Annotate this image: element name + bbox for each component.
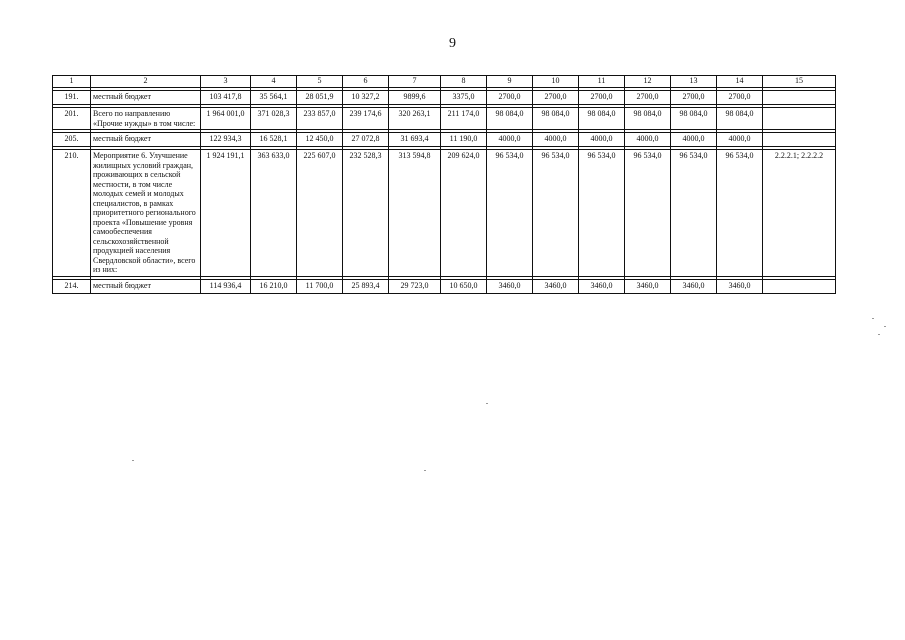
header-cell: 2 (91, 76, 201, 88)
value-cell: 96 534,0 (625, 150, 671, 277)
value-cell: 209 624,0 (441, 150, 487, 277)
value-cell: 98 084,0 (487, 108, 533, 130)
value-cell: 3460,0 (671, 279, 717, 293)
row-number-cell: 191. (53, 91, 91, 105)
scan-speck (878, 334, 880, 335)
row-name-cell: Мероприятие 6. Улучшение жилищных условий граждан, проживающих в сельской местности, в том числе молодых семей и молодых специалистов, в рамках приоритетного регионального проекта «Повышение уровня самообеспечения сельскохозяйственной продукцией населения Свердловской области», всего из них: (91, 150, 201, 277)
value-cell: 3460,0 (533, 279, 579, 293)
header-cell: 8 (441, 76, 487, 88)
table-row (53, 108, 836, 130)
value-cell: 1 964 001,0 (201, 108, 251, 130)
value-cell: 4000,0 (717, 133, 763, 147)
row-name-cell: Всего по направлению «Прочие нужды» в том числе: (91, 108, 201, 130)
header-cell: 4 (251, 76, 297, 88)
value-cell: 12 450,0 (297, 133, 343, 147)
value-cell: 31 693,4 (389, 133, 441, 147)
header-cell: 15 (763, 76, 836, 88)
value-cell: 96 534,0 (579, 150, 625, 277)
header-cell: 13 (671, 76, 717, 88)
row-name-cell: местный бюджет (91, 133, 201, 147)
reference-cell (763, 91, 836, 105)
value-cell: 2700,0 (533, 91, 579, 105)
scan-speck (884, 326, 886, 327)
value-cell: 3460,0 (625, 279, 671, 293)
table-row (53, 133, 836, 147)
value-cell: 96 534,0 (487, 150, 533, 277)
value-cell: 4000,0 (487, 133, 533, 147)
value-cell: 232 528,3 (343, 150, 389, 277)
value-cell: 29 723,0 (389, 279, 441, 293)
header-cell: 12 (625, 76, 671, 88)
value-cell: 11 700,0 (297, 279, 343, 293)
scan-speck (872, 318, 874, 319)
value-cell: 2700,0 (487, 91, 533, 105)
value-cell: 10 327,2 (343, 91, 389, 105)
header-cell: 7 (389, 76, 441, 88)
row-name-cell: местный бюджет (91, 279, 201, 293)
header-cell: 5 (297, 76, 343, 88)
value-cell: 363 633,0 (251, 150, 297, 277)
table-row (53, 279, 836, 293)
value-cell: 211 174,0 (441, 108, 487, 130)
value-cell: 9899,6 (389, 91, 441, 105)
value-cell: 225 607,0 (297, 150, 343, 277)
value-cell: 2700,0 (579, 91, 625, 105)
value-cell: 25 893,4 (343, 279, 389, 293)
row-name-cell: местный бюджет (91, 91, 201, 105)
value-cell: 4000,0 (625, 133, 671, 147)
value-cell: 27 072,8 (343, 133, 389, 147)
value-cell: 2700,0 (625, 91, 671, 105)
value-cell: 98 084,0 (717, 108, 763, 130)
header-cell: 10 (533, 76, 579, 88)
value-cell: 98 084,0 (671, 108, 717, 130)
value-cell: 35 564,1 (251, 91, 297, 105)
reference-cell: 2.2.2.1; 2.2.2.2 (763, 150, 836, 277)
row-number-cell: 210. (53, 150, 91, 277)
reference-cell (763, 108, 836, 130)
value-cell: 11 190,0 (441, 133, 487, 147)
value-cell: 4000,0 (671, 133, 717, 147)
table-row (53, 91, 836, 105)
value-cell: 114 936,4 (201, 279, 251, 293)
header-row (53, 76, 836, 88)
page-number: 9 (449, 36, 456, 51)
value-cell: 28 051,9 (297, 91, 343, 105)
value-cell: 233 857,0 (297, 108, 343, 130)
value-cell: 98 084,0 (533, 108, 579, 130)
header-cell: 1 (53, 76, 91, 88)
value-cell: 96 534,0 (533, 150, 579, 277)
table-row (53, 150, 836, 277)
value-cell: 3460,0 (717, 279, 763, 293)
value-cell: 96 534,0 (717, 150, 763, 277)
value-cell: 96 534,0 (671, 150, 717, 277)
value-cell: 4000,0 (533, 133, 579, 147)
value-cell: 122 934,3 (201, 133, 251, 147)
value-cell: 239 174,6 (343, 108, 389, 130)
value-cell: 4000,0 (579, 133, 625, 147)
value-cell: 16 528,1 (251, 133, 297, 147)
scan-speck (424, 470, 426, 471)
value-cell: 3460,0 (487, 279, 533, 293)
value-cell: 320 263,1 (389, 108, 441, 130)
reference-cell (763, 133, 836, 147)
value-cell: 2700,0 (671, 91, 717, 105)
value-cell: 371 028,3 (251, 108, 297, 130)
value-cell: 16 210,0 (251, 279, 297, 293)
row-number-cell: 214. (53, 279, 91, 293)
header-cell: 11 (579, 76, 625, 88)
header-cell: 14 (717, 76, 763, 88)
value-cell: 3460,0 (579, 279, 625, 293)
row-number-cell: 201. (53, 108, 91, 130)
value-cell: 313 594,8 (389, 150, 441, 277)
scan-speck (132, 460, 134, 461)
value-cell: 10 650,0 (441, 279, 487, 293)
scan-speck (486, 403, 488, 404)
row-number-cell: 205. (53, 133, 91, 147)
header-cell: 6 (343, 76, 389, 88)
value-cell: 3375,0 (441, 91, 487, 105)
reference-cell (763, 279, 836, 293)
budget-table (52, 75, 836, 294)
header-cell: 9 (487, 76, 533, 88)
value-cell: 98 084,0 (625, 108, 671, 130)
value-cell: 2700,0 (717, 91, 763, 105)
header-cell: 3 (201, 76, 251, 88)
value-cell: 1 924 191,1 (201, 150, 251, 277)
value-cell: 98 084,0 (579, 108, 625, 130)
value-cell: 103 417,8 (201, 91, 251, 105)
